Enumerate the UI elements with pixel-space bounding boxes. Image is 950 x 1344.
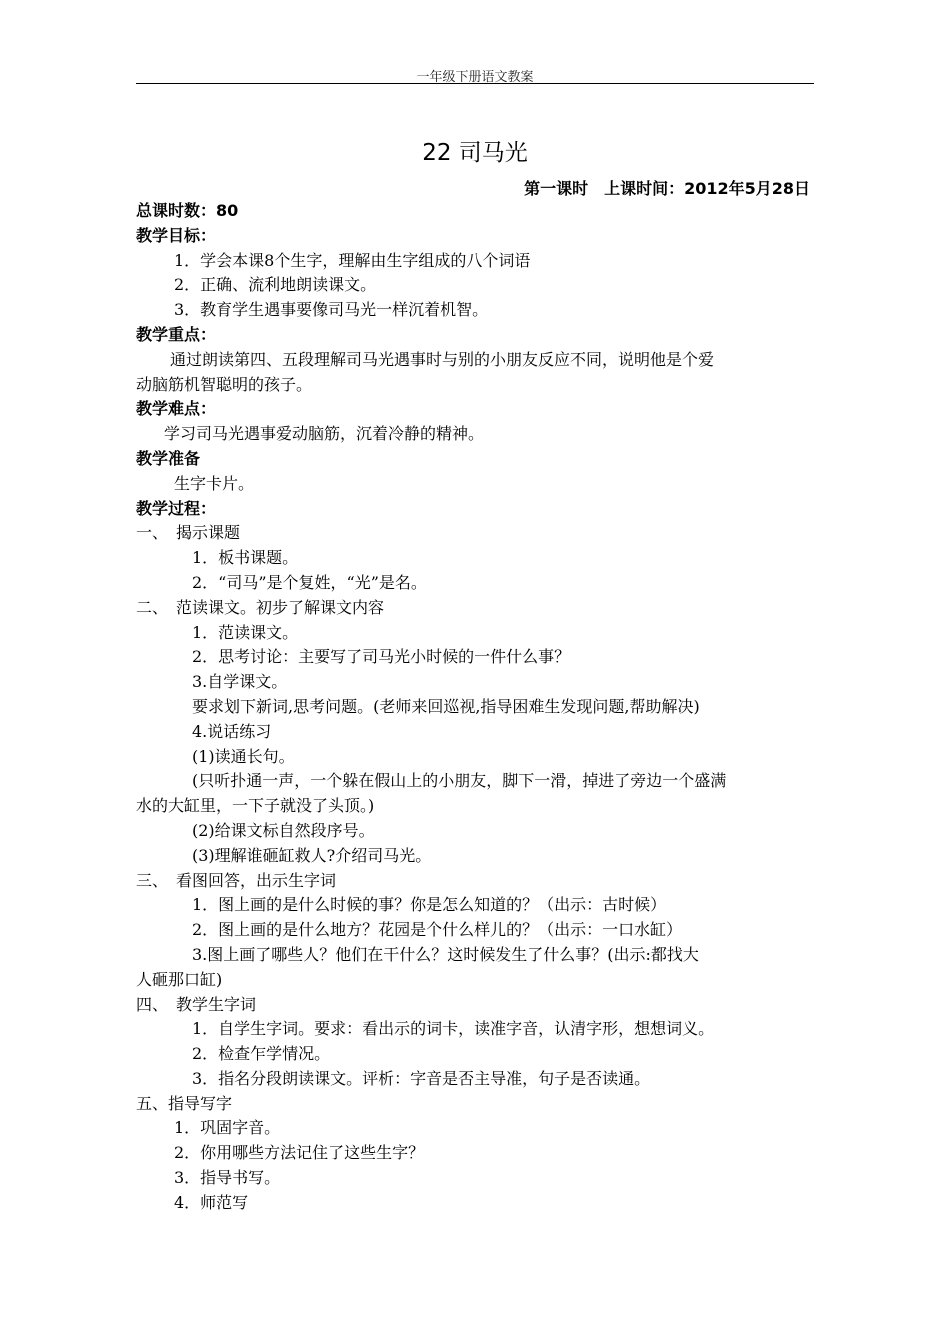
objective-item: 3．教育学生遇事要像司马光一样沉着机智。	[174, 300, 489, 320]
section-item: 1．范读课文。	[192, 622, 299, 642]
section-item: 2．检查乍学情况。	[192, 1044, 331, 1064]
section-item: (2)给课文标自然段序号。	[192, 820, 375, 840]
section-item: (3)理解谁砸缸救人?介绍司马光。	[192, 845, 432, 865]
section-item: 2．思考讨论：主要写了司马光小时候的一件什么事？	[192, 647, 571, 667]
preparation-heading: 教学准备	[136, 448, 201, 468]
section-item: 3．指导书写。	[174, 1168, 281, 1188]
section-item: 2．“司马”是个复姓，“光”是名。	[192, 572, 427, 592]
process-heading: 教学过程：	[136, 498, 217, 518]
running-header: 一年级下册语文教案	[416, 70, 534, 85]
quoted-sentence-cont: 水的大缸里，一下子就没了头顶。)	[136, 796, 375, 816]
quoted-sentence: (只听扑通一声，一个躲在假山上的小朋友，脚下一滑，掉进了旁边一个盛满	[192, 771, 727, 791]
section-item: 3．指名分段朗读课文。评析：字音是否主导准，句子是否读通。	[192, 1068, 651, 1088]
section-title: 一、 揭示课题	[136, 523, 241, 543]
section-item: 1．图上画的是什么时候的事？你是怎么知道的？（出示：古时候）	[192, 895, 667, 915]
header-rule	[136, 83, 814, 84]
section-item: 1．板书课题。	[192, 548, 299, 568]
lesson-title: 22 司马光	[422, 140, 528, 166]
key-points-heading: 教学重点：	[136, 324, 217, 344]
section-item: (1)读通长句。	[192, 746, 295, 766]
section-title: 二、 范读课文。初步了解课文内容	[136, 597, 385, 617]
section-title: 三、 看图回答，出示生字词	[136, 870, 337, 890]
section-title: 五、指导写字	[136, 1093, 233, 1113]
total-hours: 总课时数：80	[136, 201, 239, 220]
section-item: 3.图上画了哪些人？他们在干什么？这时候发生了什么事？(出示:都找大	[192, 944, 699, 964]
section-title: 四、 教学生字词	[136, 994, 257, 1014]
objective-item: 2．正确、流利地朗读课文。	[174, 275, 377, 295]
section-item: 3.自学课文。	[192, 672, 288, 692]
objective-item: 1．学会本课8个生字，理解由生字组成的八个词语	[174, 250, 531, 270]
difficulties-heading: 教学难点：	[136, 399, 217, 419]
section-item: 要求划下新词,思考问题。(老师来回巡视,指导困难生发现问题,帮助解决)	[192, 696, 700, 716]
section-item-cont: 人砸那口缸)	[136, 969, 223, 989]
difficulties-text: 学习司马光遇事爱动脑筋，沉着冷静的精神。	[164, 424, 485, 444]
key-points-text: 通过朗读第四、五段理解司马光遇事时与别的小朋友反应不同，说明他是个爱	[170, 349, 715, 369]
preparation-text: 生字卡片。	[174, 473, 255, 493]
section-item: 1．巩固字音。	[174, 1118, 281, 1138]
objectives-heading: 教学目标：	[136, 225, 217, 245]
section-item: 1．自学生字词。要求：看出示的词卡，读准字音，认清字形，想想词义。	[192, 1019, 715, 1039]
lesson-time: 第一课时 上课时间：2012年5月28日	[524, 179, 810, 198]
lesson-plan-body	[136, 199, 816, 1216]
section-item: 2．你用哪些方法记住了这些生字？	[174, 1143, 425, 1163]
section-item: 2．图上画的是什么地方？花园是个什么样儿的？（出示：一口水缸）	[192, 920, 683, 940]
section-item: 4.说话练习	[192, 721, 272, 741]
key-points-text-cont: 动脑筋机智聪明的孩子。	[136, 374, 313, 394]
section-item: 4．师范写	[174, 1192, 249, 1212]
